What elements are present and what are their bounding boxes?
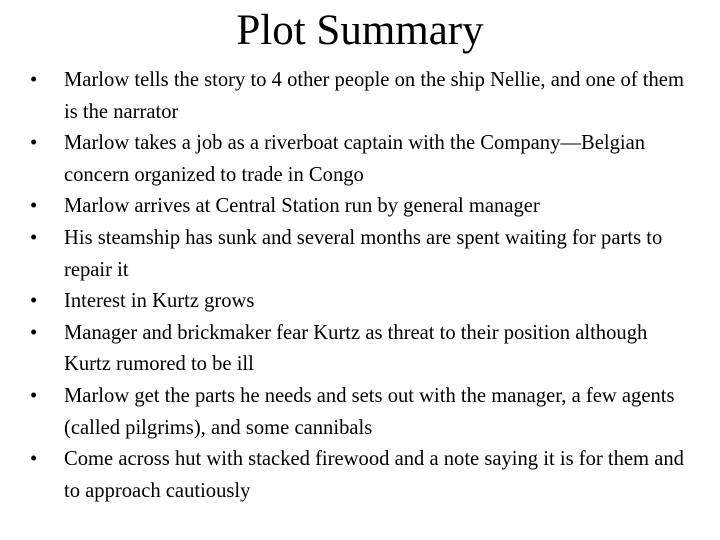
bullet-dot-icon: • — [30, 448, 38, 471]
slide-title-text: Plot Summary — [236, 7, 484, 54]
bullet-item — [30, 444, 695, 507]
bullet-item — [30, 381, 695, 444]
bullet-item — [30, 286, 695, 318]
bullet-text: Interest in Kurtz grows — [64, 290, 255, 313]
bullet-text: Manager and brickmaker fear Kurtz as threat to their position although Kurtz rumored to be ill — [64, 321, 648, 376]
bullet-item — [30, 128, 695, 191]
bullet-text: Marlow tells the story to 4 other people on the ship Nellie, and one of them is the narrator — [64, 69, 684, 123]
bullet-dot-icon: • — [30, 195, 38, 218]
bullet-text: Marlow arrives at Central Station run by general manager — [64, 195, 540, 218]
bullet-dot-icon: • — [30, 290, 38, 313]
bullet-text: Marlow takes a job as a riverboat captain with the Company—Belgian concern organized to trade in Congo — [64, 132, 646, 186]
bullet-text: Marlow get the parts he needs and sets out with the manager, a few agents (called pilgrims), and some cannibals — [64, 384, 675, 439]
bullet-dot-icon: • — [30, 69, 38, 91]
bullet-text: Come across hut with stacked firewood and a note saying it is for them and to approach cautiously — [64, 448, 684, 502]
slide-title — [0, 6, 720, 56]
bullet-item — [30, 65, 695, 128]
bullet-item — [30, 191, 695, 223]
bullet-list — [30, 65, 695, 507]
bullet-dot-icon: • — [30, 384, 38, 407]
bullet-dot-icon: • — [30, 132, 38, 155]
bullet-dot-icon: • — [30, 226, 38, 249]
bullet-item — [30, 318, 695, 381]
bullet-text: His steamship has sunk and several months are spent waiting for parts to repair it — [64, 226, 663, 281]
bullet-item — [30, 223, 695, 286]
bullet-dot-icon: • — [30, 321, 38, 344]
